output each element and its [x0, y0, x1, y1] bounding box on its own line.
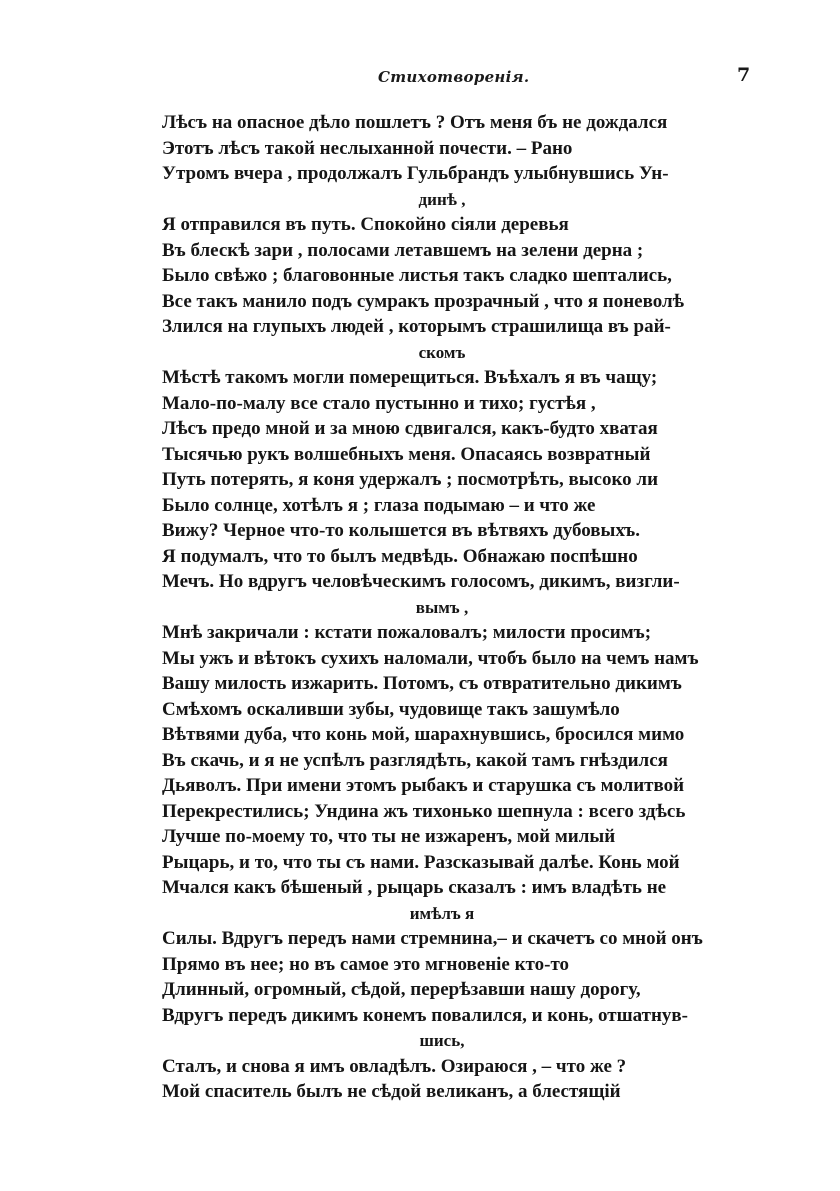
verse-line: Вѣтвями дуба, что конь мой, шарахнувшись, бросился мимо [162, 724, 685, 745]
verse-line: Мало-по-малу все стало пустынно и тихо; густѣя , [162, 392, 596, 414]
verse-line-continuation: динѣ , [418, 189, 466, 209]
verse-line: Этотъ лѣсъ такой неслыханной почести. – Рано [162, 137, 573, 159]
verse-line: Тысячью рукъ волшебныхъ меня. Опасаясь возвратный [162, 443, 651, 465]
verse-line-continuation: имѣлъ я [409, 903, 475, 923]
running-title: Стихотворенія. [378, 68, 530, 86]
verse-line: Утромъ вчера , продолжалъ Гульбрандъ улыбнувшись Ун- [162, 163, 669, 184]
verse-line: Было солнце, хотѣлъ я ; глаза подымаю – и что же [162, 494, 596, 516]
verse-line: Лучше по-моему то, что ты не изжаренъ, мой милый [162, 826, 616, 847]
verse-line-continuation: скомъ [418, 342, 466, 362]
verse-line: Мчался какъ бѣшеный , рыцарь сказалъ : имъ владѣть не [162, 877, 667, 898]
verse-line: Все такъ манило подъ сумракъ прозрачный , что я поневолѣ [162, 290, 685, 312]
verse-line: Я подумалъ, что то былъ медвѣдь. Обнажаю поспѣшно [162, 545, 638, 567]
verse-line: Мой спаситель былъ не сѣдой великанъ, а блестящій [162, 1081, 621, 1102]
verse-line: Мѣстѣ такомъ могли померещиться. Въѣхалъ я въ чащу; [162, 367, 658, 388]
verse-line: Рыцарь, и то, что ты съ нами. Разсказывай далѣе. Конь мой [162, 851, 680, 873]
verse-line: Мы ужъ и вѣтокъ сухихъ наломали, чтобъ было на чемъ намъ [162, 647, 699, 669]
verse-line: Смѣхомъ оскаливши зубы, чудовище такъ зашумѣло [162, 698, 620, 720]
verse-line: Длинный, огромный, сѣдой, перерѣзавши нашу дорогу, [162, 979, 641, 1000]
verse-line: Силы. Вдругъ передъ нами стремнина,– и скачетъ со мной онъ [162, 928, 703, 949]
verse-line: Вдругъ передъ дикимъ конемъ повалился, и конь, отшатнув- [162, 1004, 688, 1026]
verse-line: Перекрестились; Ундина жъ тихонько шепнула : всего здѣсь [162, 800, 686, 822]
verse-line: Вижу? Черное что-то колышется въ вѣтвяхъ дубовыхъ. [162, 520, 640, 541]
verse-line: Лѣсъ предо мной и за мною сдвигался, какъ-будто хватая [162, 418, 658, 439]
verse-line: Вашу милость изжарить. Потомъ, съ отвратительно дикимъ [162, 673, 682, 694]
verse-line-continuation: шись, [419, 1031, 465, 1050]
poem-text-block [162, 110, 762, 1105]
page-number: 7 [737, 64, 751, 86]
verse-line: Лѣсъ на опасное дѣло пошлетъ ? Отъ меня бъ не дождался [162, 112, 668, 133]
verse-line: Я отправился въ путь. Спокойно сіяли деревья [162, 214, 569, 235]
verse-line: Злился на глупыхъ людей , которымъ страшилища въ рай- [162, 316, 671, 337]
verse-line: Въ блескѣ зари , полосами летавшемъ на зелени дерна ; [162, 239, 644, 261]
verse-line: Дьяволъ. При имени этомъ рыбакъ и старушка съ молитвой [162, 775, 685, 796]
verse-line: Было свѣжо ; благовонные листья такъ сладко шептались, [162, 265, 672, 286]
verse-line: Въ скачь, и я не успѣлъ разглядѣть, какой тамъ гнѣздился [162, 749, 668, 771]
verse-line-continuation: вымъ , [415, 597, 469, 617]
verse-line: Сталъ, и снова я имъ овладѣлъ. Озираюся , – что же ? [162, 1055, 627, 1077]
verse-line: Путь потерять, я коня удержалъ ; посмотрѣть, высоко ли [162, 469, 659, 490]
verse-line: Мнѣ закричали : кстати пожаловалъ; милости просимъ; [162, 622, 652, 643]
verse-line: Мечъ. Но вдругъ человѣческимъ голосомъ, дикимъ, визгли- [162, 571, 680, 592]
verse-line: Прямо въ нее; но въ самое это мгновеніе кто-то [162, 953, 570, 975]
